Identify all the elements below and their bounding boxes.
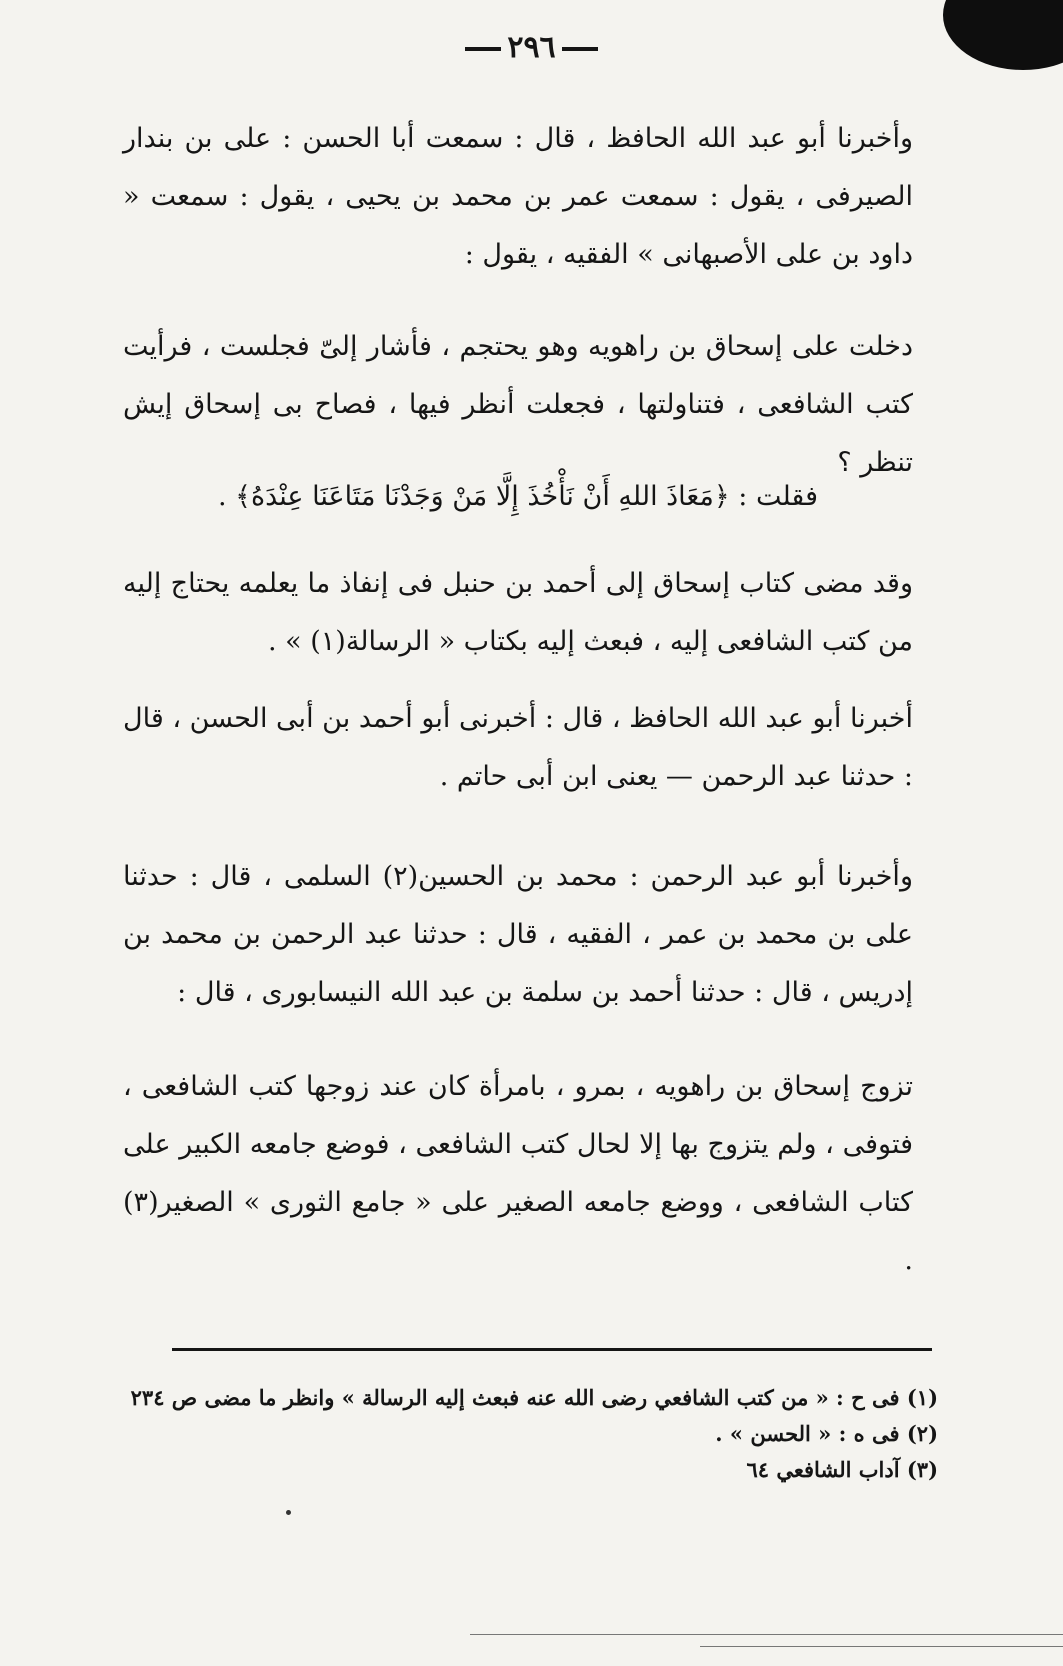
scan-edge-line [700, 1646, 1063, 1647]
paragraph-2: دخلت على إسحاق بن راهويه وهو يحتجم ، فأشار إلىّ فجلست ، فرأيت كتب الشافعى ، فتناولتها ، فجعلت أنظر فيها ، فصاح بى إسحاق إيش تنظر ؟ [123, 331, 913, 478]
footnotes [128, 1380, 938, 1488]
page-number: ٢٩٦ [0, 30, 1063, 65]
paragraph-7: تزوج إسحاق بن راهويه ، بمرو ، بامرأة كان عند زوجها كتب الشافعى ، فتوفى ، ولم يتزوج بها إلا لحال كتب الشافعى ، فوضع جامعه الكبير على كتاب الشافعى ، ووضع جامعه الصغير على « جامع الثورى » الصغير(٣) . [123, 1071, 913, 1276]
paragraph-1: وأخبرنا أبو عبد الله الحافظ ، قال : سمعت أبا الحسن : على بن بندار الصيرفى ، يقول : سمعت عمر بن محمد بن يحيى ، يقول : سمعت « داود بن على الأصبهانى » الفقيه ، يقول : [123, 123, 913, 270]
scan-edge-line [470, 1634, 1063, 1635]
ink-dot [286, 1510, 291, 1515]
paragraph-3-quran-verse: فقلت : ﴿مَعَاذَ اللهِ أَنْ نَأْخُذَ إِلَّا مَنْ وَجَدْنَا مَتَاعَنَا عِنْدَهُ﴾ . [217, 481, 818, 512]
footnote-2: (٢) فى ه : « الحسن » . [715, 1421, 938, 1446]
footnote-1: (١) فى ح : « من كتب الشافعي رضى الله عنه فبعث إليه الرسالة » وانظر ما مضى ص ٢٣٤ [130, 1385, 938, 1410]
footnote-3: (٣) آداب الشافعي ٦٤ [746, 1457, 938, 1482]
paragraph-6: وأخبرنا أبو عبد الرحمن : محمد بن الحسين(٢) السلمى ، قال : حدثنا على بن محمد بن عمر ، الفقيه ، قال : حدثنا عبد الرحمن بن محمد بن إدريس ، قال : حدثنا أحمد بن سلمة بن عبد الله النيسابورى ، قال : [123, 861, 913, 1008]
paragraph-5: أخبرنا أبو عبد الله الحافظ ، قال : أخبرنى أبو أحمد بن أبى الحسن ، قال : حدثنا عبد الرحمن — يعنى ابن أبى حاتم . [123, 703, 913, 792]
paragraph-4: وقد مضى كتاب إسحاق إلى أحمد بن حنبل فى إنفاذ ما يعلمه يحتاج إليه من كتب الشافعى إليه ، فبعث إليه بكتاب « الرسالة(١) » . [123, 568, 913, 657]
dash-decoration [562, 47, 598, 51]
footnote-divider [172, 1348, 932, 1351]
dash-decoration [465, 47, 501, 51]
